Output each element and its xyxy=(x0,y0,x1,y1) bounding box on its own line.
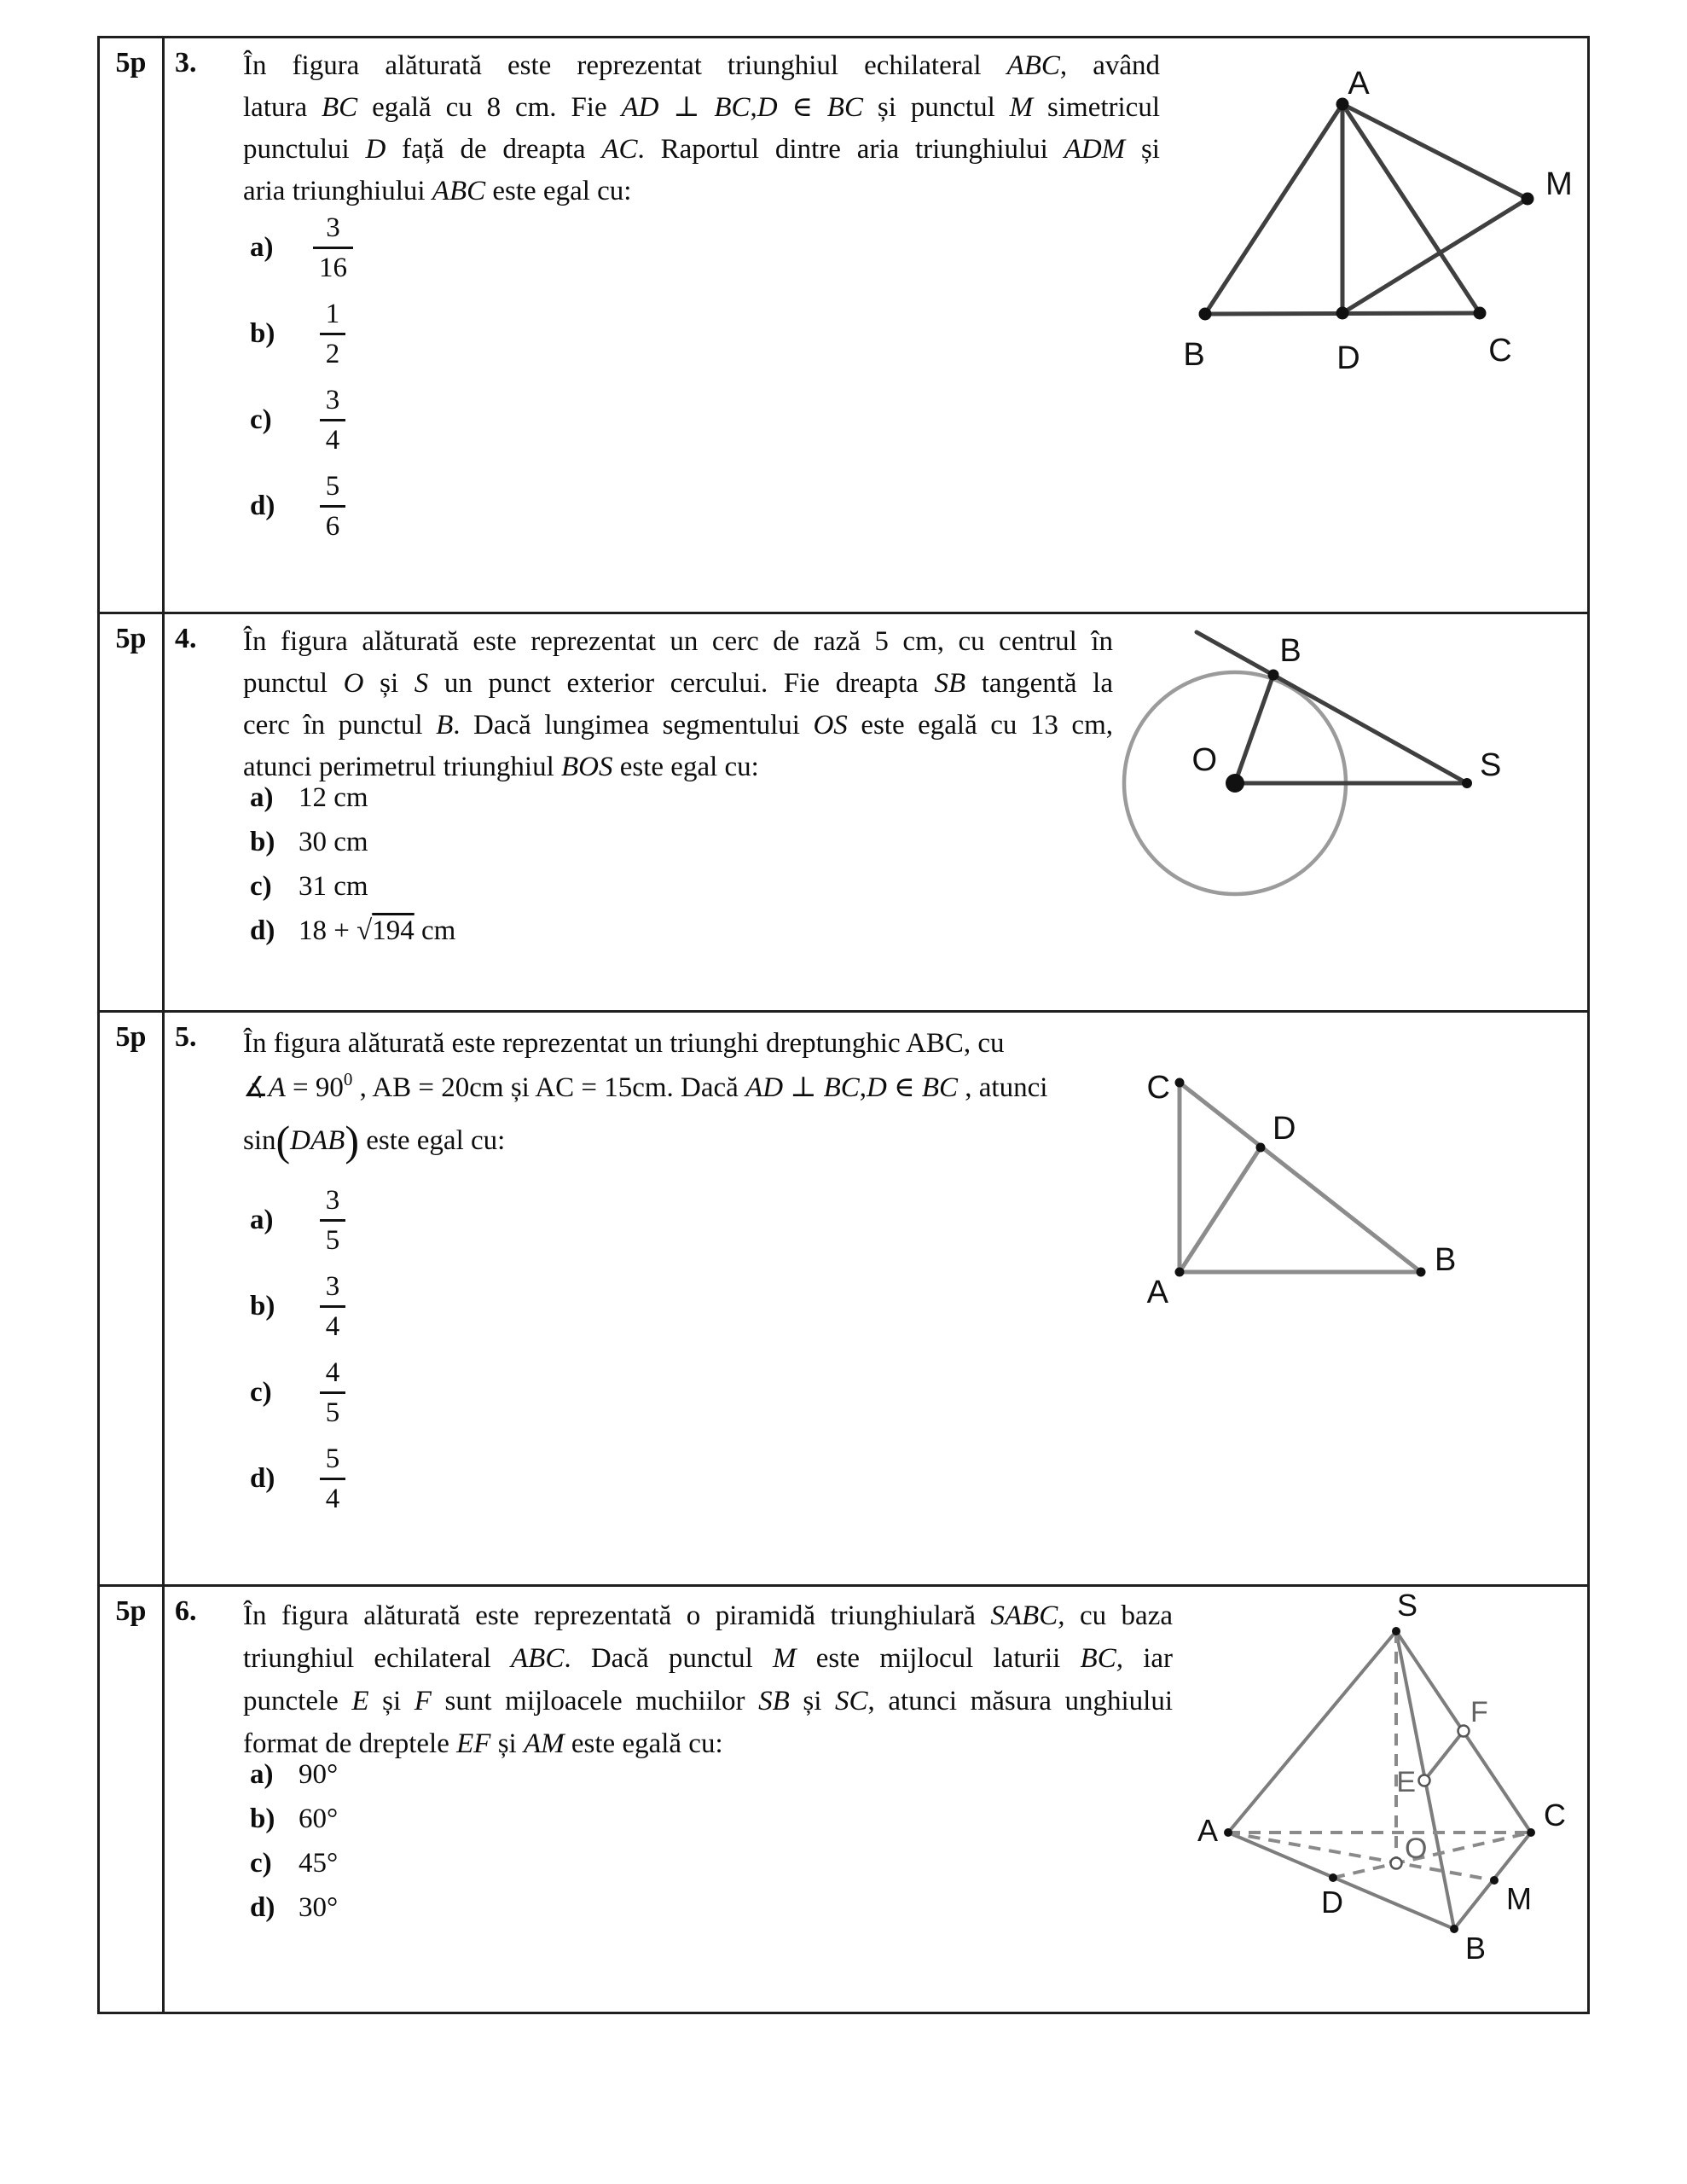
text-segment: , xyxy=(750,92,757,123)
text-segment: DAB xyxy=(290,1125,345,1156)
figure-equilateral-triangle xyxy=(1177,51,1578,375)
text-segment: este egal cu: xyxy=(358,1125,506,1156)
option-label: d) xyxy=(250,915,275,946)
answer-option xyxy=(250,1268,352,1345)
text-segment: În figura alăturată este reprezentat un triunghi dreptunghic ABC, cu xyxy=(243,1028,1005,1059)
text-segment: AD xyxy=(745,1072,784,1103)
text-segment: În figura alăturată este reprezentată o piramidă triunghiulară xyxy=(243,1600,991,1631)
option-label: a) xyxy=(250,782,274,813)
text-segment: simetricul xyxy=(1033,92,1160,123)
figure-edges xyxy=(1205,104,1528,314)
text-segment: punctele xyxy=(243,1686,352,1716)
option-label: c) xyxy=(250,404,272,435)
answer-options xyxy=(250,209,353,545)
fraction-numerator: 3 xyxy=(325,1271,340,1302)
point-dot-m xyxy=(1490,1876,1499,1885)
question-text-line xyxy=(243,663,1113,705)
point-dot-o xyxy=(1226,774,1244,793)
question-row-4 xyxy=(100,612,1587,1010)
exam-table xyxy=(97,36,1590,2014)
fraction-denominator: 6 xyxy=(320,505,346,545)
text-segment: = 90 xyxy=(285,1072,344,1103)
point-dot-a xyxy=(1175,1268,1185,1277)
point-dot-s xyxy=(1462,778,1472,788)
question-row-3 xyxy=(100,38,1587,612)
question-text-line xyxy=(243,1680,1173,1722)
question-text-line xyxy=(243,1117,506,1165)
edge-ac xyxy=(1342,104,1480,313)
text-segment: B xyxy=(436,710,454,741)
answer-options xyxy=(250,1182,352,1518)
text-segment: BOS xyxy=(561,752,613,782)
text-segment: latura xyxy=(243,92,322,123)
text-segment: ABC xyxy=(432,176,486,206)
text-segment: A xyxy=(268,1072,286,1103)
answer-option xyxy=(250,825,455,859)
option-value: 90° xyxy=(299,1759,339,1790)
answer-option xyxy=(250,381,353,459)
text-segment: E xyxy=(351,1686,369,1716)
fraction-denominator: 5 xyxy=(320,1219,346,1259)
figure-edges xyxy=(1180,1083,1421,1272)
text-segment: SB xyxy=(758,1686,790,1716)
point-label-b: B xyxy=(1465,1931,1487,1966)
question-text xyxy=(243,45,1160,212)
text-segment: O xyxy=(343,668,364,699)
option-label: b) xyxy=(250,1804,275,1834)
option-label: a) xyxy=(250,1759,274,1790)
figure-points xyxy=(1226,670,1472,793)
text-segment: , atunci măsura unghiului xyxy=(867,1686,1173,1716)
text-segment: . Raportul dintre aria triunghiului xyxy=(637,134,1064,165)
point-label-m: M xyxy=(1506,1881,1532,1916)
edge-ab xyxy=(1205,104,1342,314)
fraction-denominator: 2 xyxy=(320,333,346,373)
text-segment: SC xyxy=(835,1686,868,1716)
text-segment: este mijlocul laturii xyxy=(796,1643,1081,1674)
option-label: b) xyxy=(250,1291,275,1321)
text-segment: BC xyxy=(921,1072,958,1103)
text-segment: SB xyxy=(934,668,966,699)
question-number: 6. xyxy=(175,1595,197,1627)
point-label-f: F xyxy=(1470,1696,1488,1728)
text-segment: și punctul xyxy=(862,92,1010,123)
question-row-6 xyxy=(100,1584,1587,2012)
fraction xyxy=(313,295,352,373)
point-dot-b xyxy=(1199,308,1212,321)
edge-sa xyxy=(1228,1631,1396,1833)
fraction xyxy=(313,1268,352,1345)
fraction-numerator: 4 xyxy=(325,1357,340,1388)
text-segment: AM xyxy=(523,1728,565,1759)
answer-options xyxy=(250,1757,338,1925)
question-row-5 xyxy=(100,1010,1587,1584)
text-segment: și xyxy=(368,1686,415,1716)
text-segment: ABC xyxy=(1006,50,1060,81)
point-label-a: A xyxy=(1348,66,1370,102)
point-label-d: D xyxy=(1272,1111,1296,1147)
point-dot-a xyxy=(1224,1828,1232,1837)
fraction xyxy=(313,468,352,545)
point-ring-o xyxy=(1391,1858,1402,1869)
text-segment: BC, xyxy=(1080,1643,1123,1674)
text-segment: SABC, xyxy=(990,1600,1065,1631)
option-label: a) xyxy=(250,1205,274,1235)
fraction xyxy=(313,381,352,459)
point-label-s: S xyxy=(1396,1592,1418,1623)
answer-options xyxy=(250,781,455,948)
text-segment: un punct exterior cercului. Fie dreapta xyxy=(428,668,935,699)
text-segment: . Dacă punctul xyxy=(564,1643,774,1674)
segment-ef xyxy=(1424,1731,1464,1780)
question-text-line xyxy=(243,1023,1005,1065)
question-text xyxy=(243,621,1113,788)
text-segment: ( xyxy=(275,1117,291,1165)
option-label: d) xyxy=(250,491,275,521)
fraction-numerator: 3 xyxy=(325,385,340,415)
text-segment: față de dreapta xyxy=(386,134,602,165)
point-dot-a xyxy=(1336,98,1349,111)
text-segment: ADM xyxy=(1064,134,1126,165)
point-label-c: C xyxy=(1146,1070,1170,1106)
answer-option xyxy=(250,914,455,948)
text-segment: F xyxy=(414,1686,432,1716)
point-label-d: D xyxy=(1321,1885,1343,1920)
point-label-b: B xyxy=(1279,633,1301,669)
text-segment: AC xyxy=(601,134,638,165)
option-label: b) xyxy=(250,318,275,349)
answer-option xyxy=(250,295,353,373)
edge-cb xyxy=(1180,1083,1421,1272)
text-segment: tangentă la xyxy=(965,668,1113,699)
option-label: b) xyxy=(250,827,275,857)
point-dot-c xyxy=(1474,307,1487,320)
point-label-o: O xyxy=(1191,742,1217,778)
fraction xyxy=(313,209,353,287)
question-number: 4. xyxy=(175,623,197,654)
text-segment: AD xyxy=(621,92,659,123)
points-cell: 5p xyxy=(115,623,147,654)
point-label-d: D xyxy=(1336,340,1360,375)
text-segment: BC xyxy=(322,92,358,123)
point-ring-e xyxy=(1419,1775,1430,1786)
fraction-numerator: 5 xyxy=(325,1443,340,1474)
option-label: c) xyxy=(250,871,272,902)
question-text-line xyxy=(243,1594,1173,1637)
answer-option xyxy=(250,1757,338,1792)
text-segment: și xyxy=(363,668,415,699)
option-value: 12 cm xyxy=(299,782,368,813)
answer-option xyxy=(250,1182,352,1259)
text-segment: cu baza xyxy=(1064,1600,1174,1631)
figure-points xyxy=(1199,98,1534,321)
text-segment: M xyxy=(773,1643,797,1674)
point-dot-b xyxy=(1268,670,1279,681)
answer-option xyxy=(250,1891,338,1925)
median-am-dashed xyxy=(1228,1833,1494,1880)
fraction-numerator: 5 xyxy=(325,471,340,502)
text-segment: atunci perimetrul triunghiul xyxy=(243,752,561,782)
text-segment: ∈ xyxy=(886,1072,922,1103)
text-segment: ∡ xyxy=(243,1072,269,1103)
fraction xyxy=(313,1182,352,1259)
text-segment: , atunci xyxy=(958,1072,1048,1103)
option-label: d) xyxy=(250,1892,275,1923)
text-segment: M xyxy=(1009,92,1034,123)
fraction-numerator: 1 xyxy=(325,299,340,329)
text-segment: cerc în punctul xyxy=(243,710,437,741)
question-number: 5. xyxy=(175,1021,197,1053)
answer-option xyxy=(250,1354,352,1432)
figure-right-triangle xyxy=(1143,1060,1535,1308)
point-label-a: A xyxy=(1197,1813,1218,1848)
point-dot-d xyxy=(1336,307,1349,320)
point-label-b: B xyxy=(1183,337,1205,373)
point-label-m: M xyxy=(1545,166,1573,202)
edge-ad xyxy=(1180,1147,1261,1272)
pyramid-solid-edges xyxy=(1228,1631,1531,1929)
figure-circle-tangent xyxy=(1122,617,1586,954)
text-segment: ABC xyxy=(511,1643,565,1674)
text-segment: și xyxy=(1125,134,1160,165)
point-label-o: O xyxy=(1405,1833,1428,1865)
text-segment: 0 xyxy=(343,1069,353,1089)
text-segment: ⊥ xyxy=(658,92,715,123)
text-segment: În figura alăturată este reprezentat triunghiul echilateral xyxy=(243,50,1007,81)
text-segment: . Dacă lungimea segmentului xyxy=(453,710,814,741)
text-segment: este egal cu: xyxy=(612,752,759,782)
point-dot-s xyxy=(1392,1627,1400,1635)
edge-dm xyxy=(1342,199,1528,313)
text-segment: punctul xyxy=(243,668,344,699)
text-segment: ∈ xyxy=(777,92,827,123)
text-segment: BC xyxy=(823,1072,860,1103)
point-label-s: S xyxy=(1480,747,1502,783)
question-text-line xyxy=(243,1067,1047,1109)
text-segment: format de dreptele xyxy=(243,1728,457,1759)
text-segment: egală cu 8 cm. Fie xyxy=(357,92,622,123)
answer-option xyxy=(250,1802,338,1836)
question-text-line xyxy=(243,705,1113,746)
answer-option xyxy=(250,209,353,287)
text-segment: OS xyxy=(813,710,848,741)
option-value: 60° xyxy=(299,1804,339,1834)
text-segment: BC xyxy=(714,92,751,123)
text-segment: ) xyxy=(345,1117,359,1165)
fraction-denominator: 4 xyxy=(320,1305,346,1345)
text-segment: sunt mijloacele muchiilor xyxy=(431,1686,759,1716)
answer-option xyxy=(250,781,455,815)
edge-am xyxy=(1342,104,1528,199)
point-label-a: A xyxy=(1146,1275,1168,1308)
point-dot-d xyxy=(1256,1143,1266,1153)
points-cell: 5p xyxy=(115,1595,147,1627)
option-value: 18 + √194 cm xyxy=(299,915,456,946)
text-segment: BC xyxy=(826,92,863,123)
fraction-denominator: 5 xyxy=(320,1391,346,1432)
fraction-numerator: 3 xyxy=(326,212,340,243)
points-cell: 5p xyxy=(115,1021,147,1053)
point-label-c: C xyxy=(1544,1798,1566,1833)
answer-option xyxy=(250,1846,338,1880)
text-segment: , având xyxy=(1059,50,1160,81)
question-text-line xyxy=(243,129,1160,171)
point-label-b: B xyxy=(1435,1242,1457,1278)
option-label: c) xyxy=(250,1848,272,1879)
option-value: 30° xyxy=(299,1892,339,1923)
text-segment: și xyxy=(490,1728,524,1759)
answer-option xyxy=(250,869,455,903)
point-label-e: E xyxy=(1396,1766,1416,1798)
answer-option xyxy=(250,1440,352,1518)
figure-edges xyxy=(1197,632,1467,783)
text-segment: punctului xyxy=(243,134,366,165)
point-dot-m xyxy=(1522,193,1534,206)
question-text-line xyxy=(243,1637,1173,1680)
text-segment: , AB = 20cm și AC = 15cm. Dacă xyxy=(352,1072,746,1103)
text-segment: iar xyxy=(1122,1643,1173,1674)
point-ring-f xyxy=(1458,1726,1470,1737)
text-segment: și xyxy=(789,1686,835,1716)
answer-option xyxy=(250,468,353,545)
text-segment: triunghiul echilateral xyxy=(243,1643,512,1674)
option-value: 31 cm xyxy=(299,871,368,902)
point-dot-d xyxy=(1329,1873,1337,1882)
point-dot-b xyxy=(1417,1268,1426,1277)
point-label-c: C xyxy=(1488,333,1512,369)
points-cell: 5p xyxy=(115,47,147,78)
text-segment: D xyxy=(757,92,778,123)
fraction-numerator: 3 xyxy=(325,1185,340,1216)
text-segment: D xyxy=(365,134,386,165)
tangent-line-sb xyxy=(1197,632,1467,783)
text-segment: este egală cu 13 cm, xyxy=(847,710,1113,741)
fraction-denominator: 16 xyxy=(313,247,353,287)
text-segment: este egal cu: xyxy=(485,176,632,206)
text-segment: ⊥ xyxy=(783,1072,824,1103)
question-text-line xyxy=(243,87,1160,129)
question-number: 3. xyxy=(175,47,197,78)
fraction xyxy=(313,1440,352,1518)
question-text-line xyxy=(243,621,1113,663)
point-dot-c xyxy=(1175,1078,1185,1088)
option-value: 30 cm xyxy=(299,827,368,857)
text-segment: D xyxy=(867,1072,887,1103)
figure-pyramid xyxy=(1194,1592,1578,1967)
question-text xyxy=(243,1594,1173,1765)
point-dot-b xyxy=(1450,1925,1458,1933)
question-text-line xyxy=(243,171,1160,212)
option-label: a) xyxy=(250,232,274,263)
text-segment: este egală cu: xyxy=(564,1728,723,1759)
fraction xyxy=(313,1354,352,1432)
fraction-denominator: 4 xyxy=(320,1478,346,1518)
point-dot-c xyxy=(1527,1828,1535,1837)
text-segment: sin xyxy=(243,1125,276,1156)
question-text-line xyxy=(243,45,1160,87)
option-value: 45° xyxy=(299,1848,339,1879)
text-segment: În figura alăturată este reprezentat un cerc de rază 5 cm, cu centrul în xyxy=(243,626,1113,657)
text-segment: aria triunghiului xyxy=(243,176,432,206)
fraction-denominator: 4 xyxy=(320,419,346,459)
text-segment: EF xyxy=(456,1728,491,1759)
text-segment: , xyxy=(859,1072,867,1103)
pyramid-dashed-edges xyxy=(1228,1631,1531,1880)
radius-ob xyxy=(1235,675,1273,783)
text-segment: S xyxy=(414,668,429,699)
radicand: 194 xyxy=(372,915,415,946)
option-label: c) xyxy=(250,1377,272,1408)
question-text-line xyxy=(243,1722,1173,1765)
option-label: d) xyxy=(250,1463,275,1494)
